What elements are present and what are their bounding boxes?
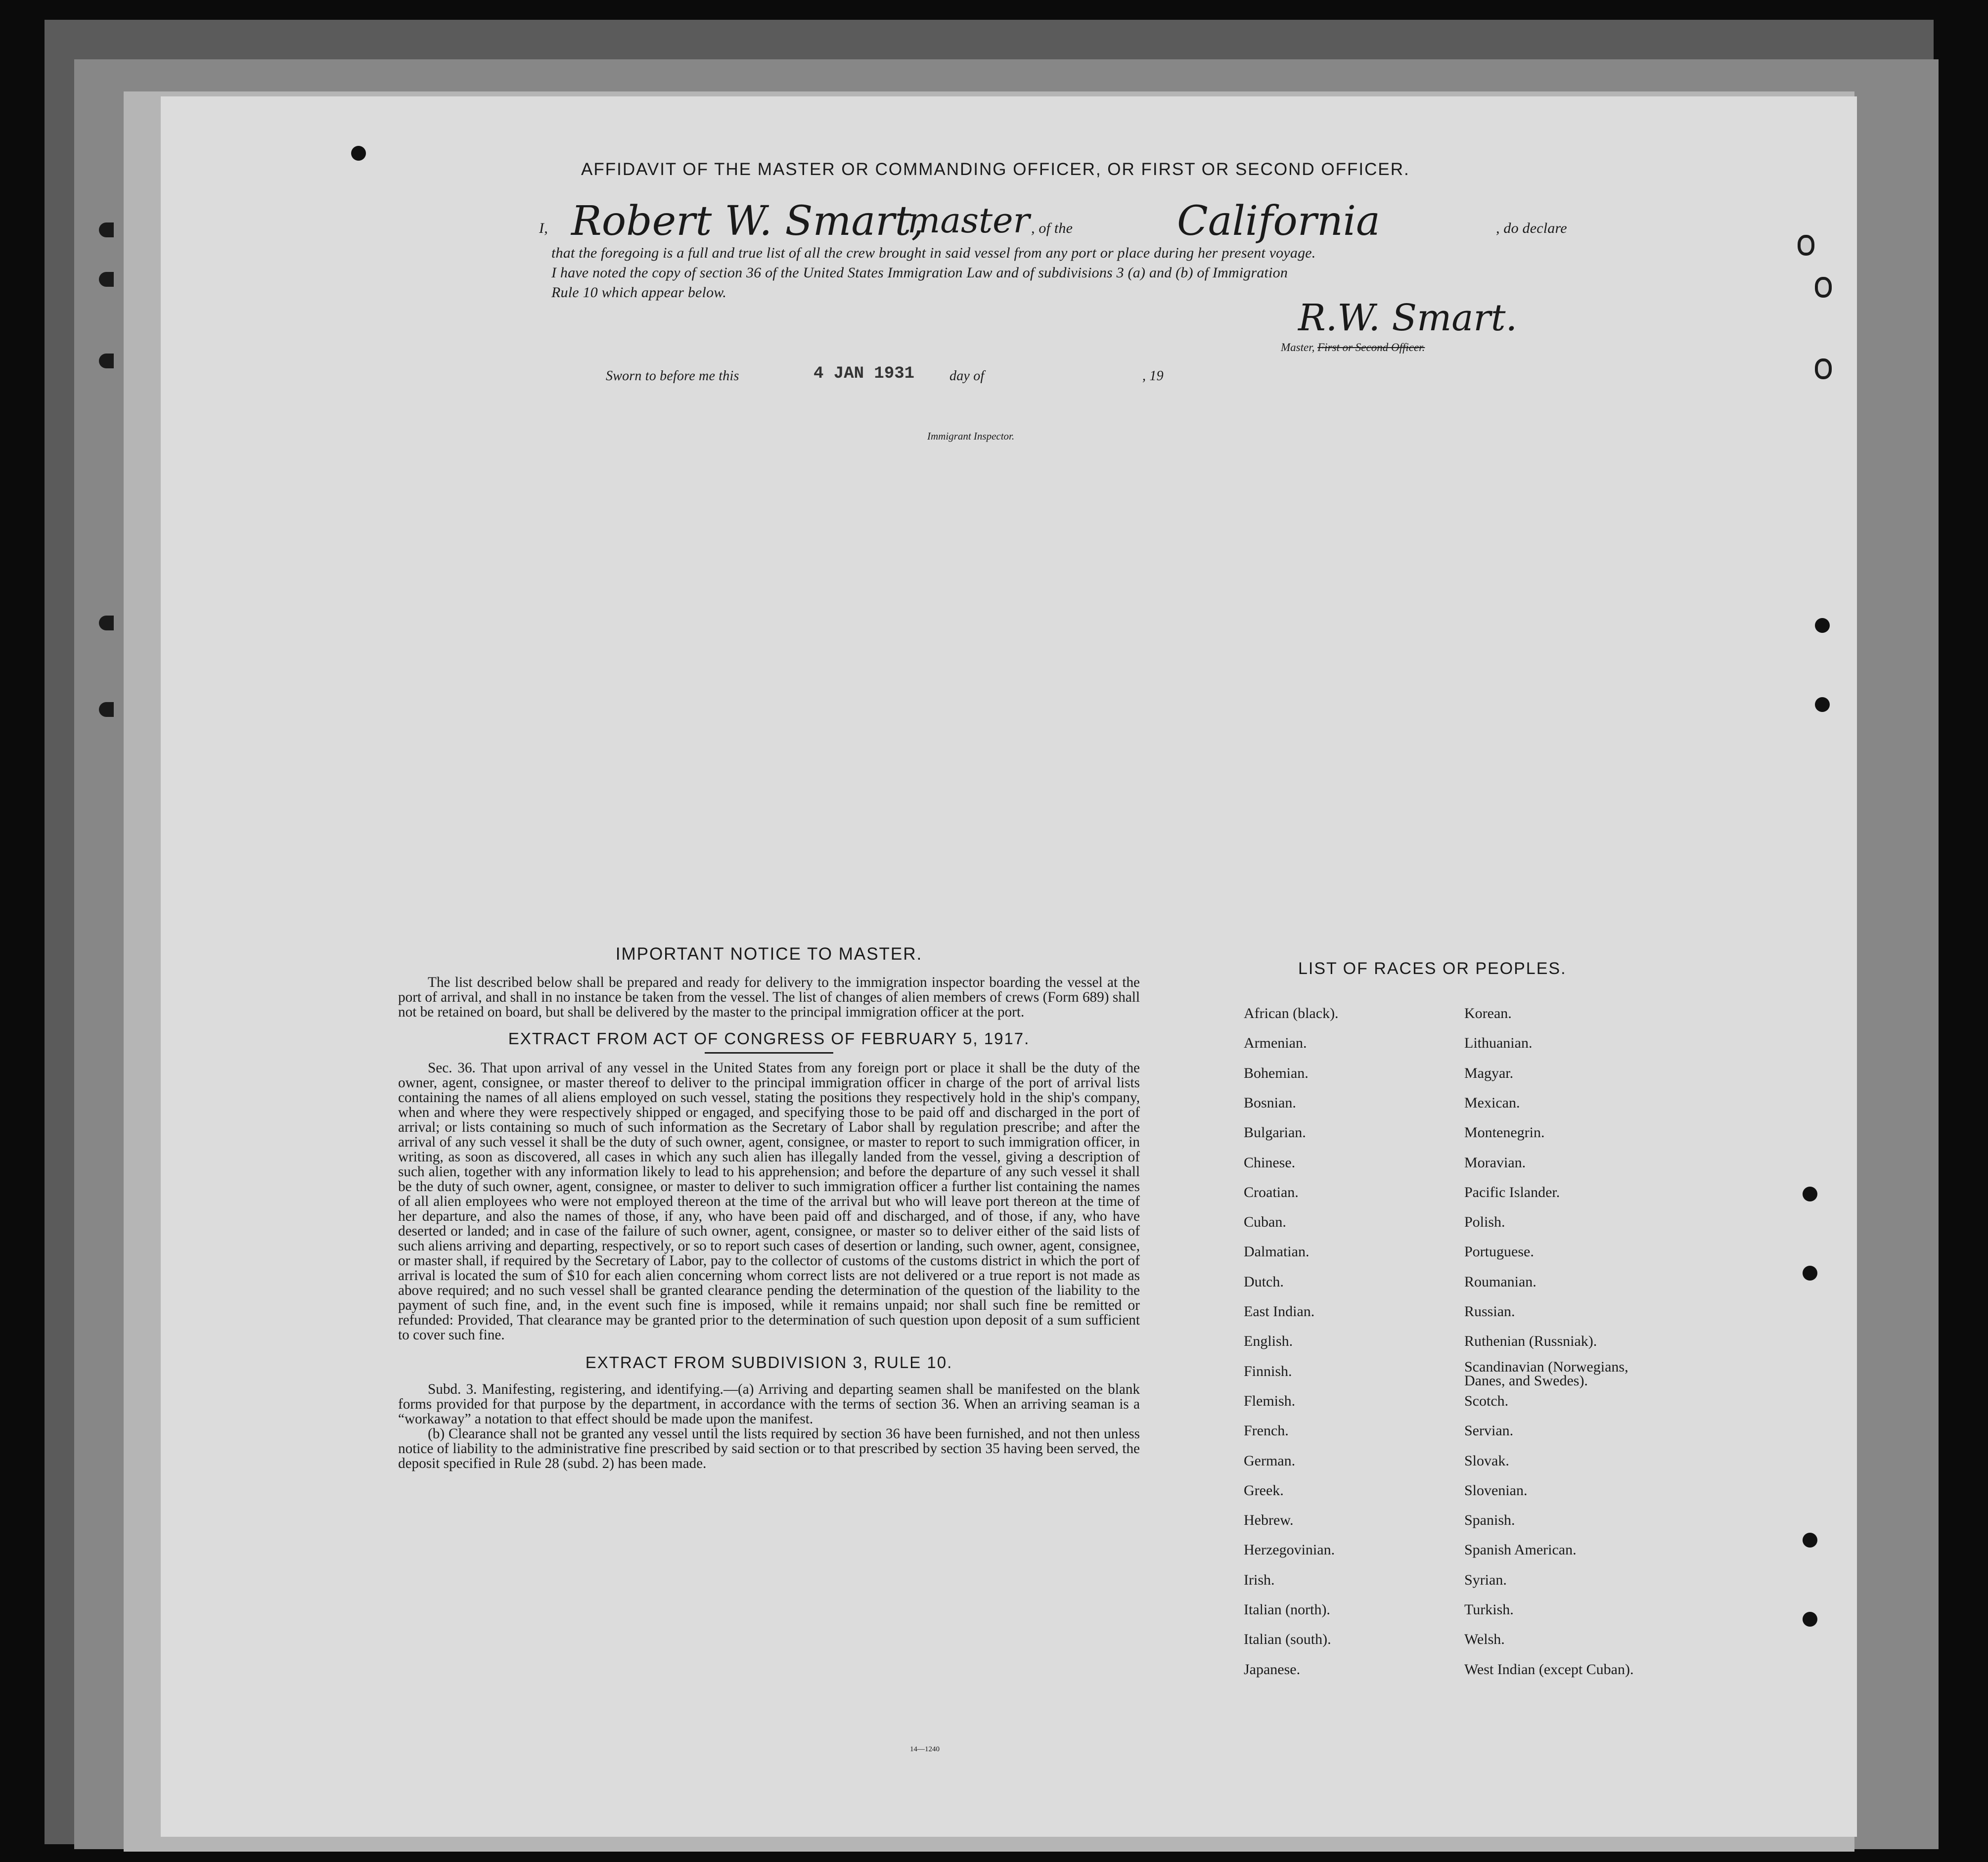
do-declare-label: , do declare [1496, 220, 1567, 236]
race-item: Bulgarian. [1244, 1124, 1306, 1141]
race-item: Roumanian. [1464, 1273, 1536, 1290]
caption-struck-officer: First or Second Officer. [1317, 341, 1425, 354]
affidavit-line-3: Rule 10 which appear below. [551, 284, 726, 301]
race-item: Chinese. [1244, 1154, 1296, 1171]
race-item: Armenian. [1244, 1035, 1307, 1052]
punch-hole [99, 272, 114, 287]
punch-hole [1815, 277, 1832, 298]
race-item: Croatian. [1244, 1184, 1299, 1200]
race-item: Scotch. [1464, 1392, 1509, 1409]
race-item: African (black). [1244, 1005, 1339, 1021]
year-label: , 19 [1142, 368, 1164, 384]
of-the-label: , of the [1031, 220, 1073, 236]
race-item: Korean. [1464, 1005, 1512, 1021]
punch-hole [1815, 697, 1830, 712]
race-item: Lithuanian. [1464, 1035, 1533, 1052]
race-item: Cuban. [1244, 1214, 1286, 1231]
race-item: Magyar. [1464, 1064, 1514, 1081]
notice-column [398, 944, 1140, 1471]
race-item: German. [1244, 1452, 1296, 1469]
race-item: Moravian. [1464, 1154, 1526, 1171]
signature-caption [1281, 341, 1425, 354]
race-item: Italian (south). [1244, 1631, 1331, 1648]
punch-hole [99, 616, 114, 630]
caption-master: Master, [1281, 341, 1315, 354]
form-number: 14—1240 [910, 1745, 940, 1753]
race-item: Bosnian. [1244, 1094, 1296, 1111]
act-title: EXTRACT FROM ACT OF CONGRESS OF FEBRUARY 5, 1917. [508, 1029, 1030, 1048]
race-item: Hebrew. [1244, 1512, 1294, 1529]
day-of-label: day of [949, 368, 985, 384]
affidavit-line-1: that the foregoing is a full and true list of all the crew brought in said vessel from any port or place during her present voyage. [551, 245, 1316, 261]
race-item: Portuguese. [1464, 1243, 1534, 1260]
race-item: East Indian. [1244, 1303, 1315, 1320]
punch-hole [99, 222, 114, 237]
race-item: Servian. [1464, 1422, 1514, 1439]
race-item: Slovenian. [1464, 1482, 1528, 1499]
race-item: Italian (north). [1244, 1601, 1330, 1618]
race-item: Welsh. [1464, 1631, 1505, 1648]
punch-hole [1803, 1533, 1817, 1548]
race-item: Japanese. [1244, 1661, 1301, 1678]
race-item: Turkish. [1464, 1601, 1514, 1618]
signature-handwritten: R.W. Smart. [1298, 297, 1518, 339]
race-item: Mexican. [1464, 1094, 1520, 1111]
race-item: West Indian (except Cuban). [1464, 1661, 1634, 1678]
race-item: Ruthenian (Russniak). [1464, 1333, 1597, 1350]
rank-handwritten: master [907, 200, 1030, 241]
sworn-label: Sworn to before me this [606, 368, 739, 384]
punch-hole [1798, 235, 1814, 256]
race-item: Flemish. [1244, 1392, 1296, 1409]
rule-title: EXTRACT FROM SUBDIVISION 3, RULE 10. [585, 1353, 953, 1372]
race-item: Bohemian. [1244, 1064, 1309, 1081]
race-item: English. [1244, 1333, 1293, 1350]
vessel-name-handwritten: California [1177, 198, 1380, 245]
divider [705, 1052, 833, 1054]
punch-hole [1815, 618, 1830, 633]
punch-hole [99, 702, 114, 717]
race-item: Pacific Islander. [1464, 1184, 1560, 1200]
section-36-text: Sec. 36. That upon arrival of any vessel in the United States from any foreign port or place it shall be the duty of the owner, agent, consignee, or master thereof to deliver to the principal immigration officer in charge of the port of arrival lists containing the names of all aliens employed on such vessel, stating the positions they respectively hold in the ship's company, when and where they were respectively shipped or engaged, and specifying those to be paid off and discharged in the port of arrival; or lists containing so much of such information as the Secretary of Labor shall by regulation prescribe; and after the arrival of any such vessel it shall be the duty of such owner, agent, consignee, or master to report to such immigration officer, in writing, as soon as discovered, all cases in which any such alien has illegally landed from the vessel, giving a description of such alien, together with any information likely to lead to his apprehension; and before the departure of any such vessel it shall be the duty of such owner, agent, consignee, or master to deliver to such immigration officer a further list containing the names of all alien employees who were not employed thereon at the time of the arrival but who will leave port thereon at the time of her departure, and also the names of those, if any, who have been paid off and discharged, and of those, if any, who have deserted or landed; and in case of the failure of such owner, agent, consignee, or master so to deliver either of the said lists of such aliens arriving and departing, respectively, or so to report such cases of desertion or landing, such owner, agent, consignee, or master shall, if required by the Secretary of Labor, pay to the collector of customs of the customs district in which the port of arrival is located the sum of $10 for each alien concerning whom correct lists are not delivered or a true report is not made as above required; and no such vessel shall be granted clearance pending the determination of the question of the liability to the payment of such fine, and, in the event such fine is imposed, while it remains unpaid; nor shall such fine be remitted or refunded: Provided, That clearance may be granted prior to the determination of such question upon deposit of a sum sufficient to cover such fine. [398, 1060, 1140, 1343]
race-item: French. [1244, 1422, 1289, 1439]
punch-hole [1803, 1612, 1817, 1627]
punch-hole [1815, 358, 1832, 379]
affidavit-line-2: I have noted the copy of section 36 of the United States Immigration Law and of subdivisions 3 (a) and (b) of Immigration [551, 265, 1288, 281]
races-title: LIST OF RACES OR PEOPLES. [1298, 959, 1567, 978]
race-item: Russian. [1464, 1303, 1515, 1320]
race-item: Polish. [1464, 1214, 1505, 1231]
race-item: Irish. [1244, 1571, 1275, 1588]
race-item: Greek. [1244, 1482, 1284, 1499]
inspector-label: Immigrant Inspector. [927, 430, 1015, 442]
race-item: Herzegovinian. [1244, 1542, 1335, 1558]
affidavit-title: AFFIDAVIT OF THE MASTER OR COMMANDING OFFICER, OR FIRST OR SECOND OFFICER. [581, 160, 1410, 179]
race-item: Spanish American. [1464, 1542, 1577, 1558]
affidavit-i: I, [539, 220, 548, 236]
race-item: Montenegrin. [1464, 1124, 1545, 1141]
race-item: Slovak. [1464, 1452, 1509, 1469]
notice-text: The list described below shall be prepared and ready for delivery to the immigration inspector boarding the vessel at the port of arrival, and shall in no instance be taken from the vessel. The list of changes of alien members of crews (Form 689) shall not be retained on board, but shall be delivered by the master to the principal immigration officer at the port. [398, 975, 1140, 1020]
race-item: Dutch. [1244, 1273, 1284, 1290]
punch-hole [351, 146, 366, 161]
notice-title: IMPORTANT NOTICE TO MASTER. [615, 944, 923, 964]
punch-hole [1803, 1266, 1817, 1281]
race-item: Syrian. [1464, 1571, 1507, 1588]
race-item: Finnish. [1244, 1363, 1292, 1379]
race-item: Dalmatian. [1244, 1243, 1310, 1260]
document-page [161, 96, 1857, 1837]
subdivision-3b-text: (b) Clearance shall not be granted any vessel until the lists required by section 36 have been furnished, and not then unless notice of liability to the administrative fine prescribed by said section or to that prescribed by section 35 having been served, the deposit specified in Rule 28 (subd. 2) has been made. [398, 1426, 1140, 1471]
master-name-handwritten: Robert W. Smart, [571, 198, 924, 245]
race-item: Scandinavian (Norwegians, Danes, and Swedes). [1464, 1358, 1628, 1389]
subdivision-3a-text: Subd. 3. Manifesting, registering, and identifying.—(a) Arriving and departing seamen shall be manifested on the blank forms provided for that purpose by the department, in accordance with the terms of section 36. When an arriving seaman is a “workaway” a notation to that effect should be made upon the manifest. [398, 1381, 1140, 1427]
punch-hole [99, 354, 114, 368]
date-stamp: 4 JAN 1931 [813, 364, 915, 383]
punch-hole [1803, 1187, 1817, 1201]
race-item: Spanish. [1464, 1512, 1515, 1529]
